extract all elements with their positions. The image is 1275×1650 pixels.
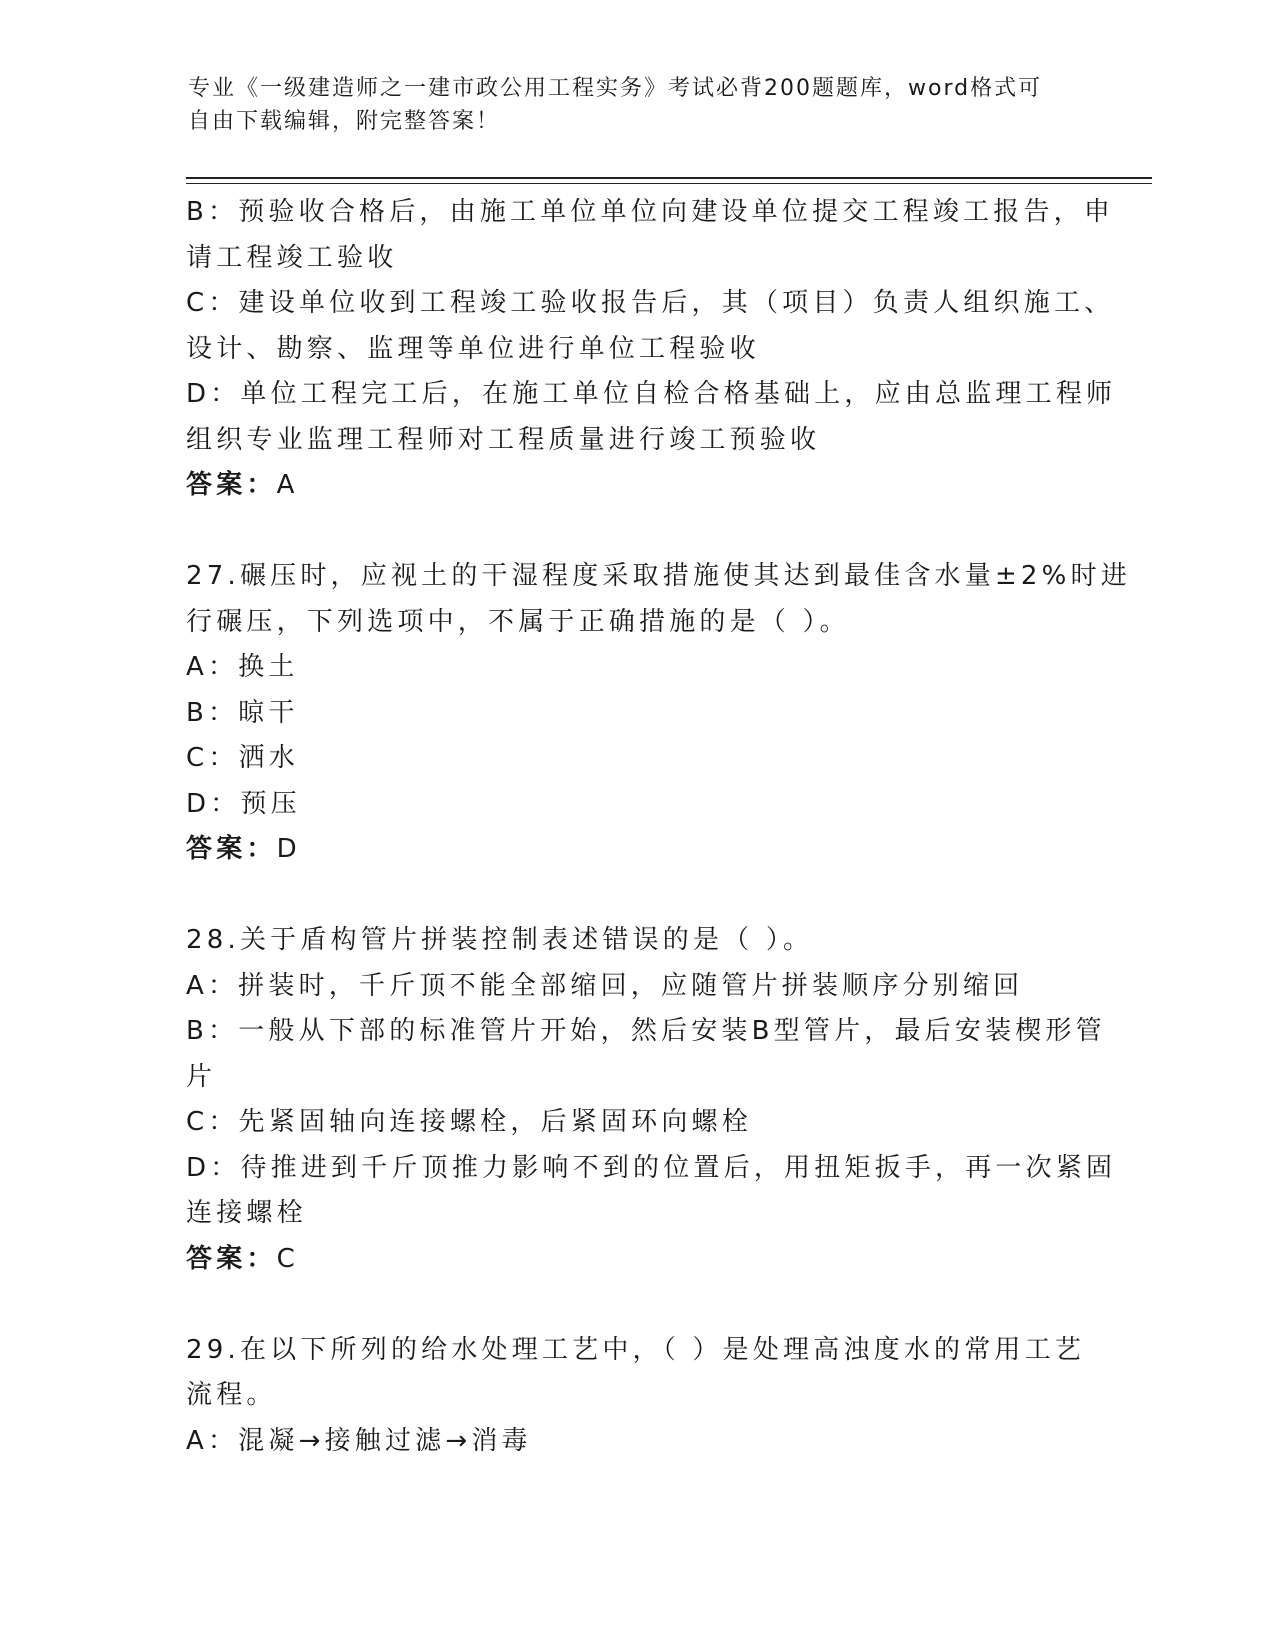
- option-b-line-2: 片: [186, 1061, 217, 1092]
- question-28: [186, 918, 1117, 1282]
- option-c-line-2: 设计、勘察、监理等单位进行单位工程验收: [186, 333, 760, 364]
- question-27: [186, 554, 1131, 873]
- spacer: [186, 509, 1086, 555]
- answer-label: 答案：: [186, 1243, 277, 1274]
- question-stem-line-2: 流程。: [186, 1380, 277, 1410]
- question-stem-line-1: 27.碾压时，应视土的干湿程度采取措施使其达到最佳含水量±2%时进: [186, 561, 1131, 591]
- question-content: [186, 190, 1131, 1464]
- option-b-line-1: B：一般从下部的标准管片开始，然后安装B型管片，最后安装楔形管: [186, 1016, 1106, 1046]
- option-b: B：晾干: [186, 697, 299, 728]
- answer-label: 答案：: [186, 834, 277, 864]
- question-29: [186, 1328, 1086, 1465]
- option-d-line-1: D：待推进到千斤顶推力影响不到的位置后，用扭矩扳手，再一次紧固: [186, 1152, 1117, 1183]
- answer: [186, 463, 1086, 509]
- header-rule-thick: [186, 177, 1152, 179]
- option-a: A：拼装时，千斤顶不能全部缩回，应随管片拼装顺序分别缩回: [186, 970, 1024, 1001]
- option-d: D：预压: [186, 788, 301, 819]
- option-d-line-2: 连接螺栓: [186, 1198, 307, 1228]
- question-26: [186, 190, 1117, 509]
- answer-value: A: [276, 470, 299, 500]
- option-b-line-2: 请工程竣工验收: [186, 242, 398, 273]
- answer-value: C: [276, 1243, 299, 1274]
- answer-value: D: [276, 834, 301, 864]
- question-stem-line-1: 29.在以下所列的给水处理工艺中，（ ）是处理高浊度水的常用工艺: [186, 1334, 1086, 1365]
- option-a: A：换土: [186, 652, 299, 682]
- option-d-line-1: D：单位工程完工后，在施工单位自检合格基础上，应由总监理工程师: [186, 379, 1117, 409]
- question-stem-line-2: 行碾压，下列选项中，不属于正确措施的是（ ）。: [186, 606, 850, 637]
- answer: [186, 1237, 1086, 1283]
- spacer: [186, 873, 1086, 919]
- header-rule-thin: [186, 183, 1152, 184]
- option-d-line-2: 组织专业监理工程师对工程质量进行竣工预验收: [186, 424, 821, 455]
- header-line-2: 自由下载编辑，附完整答案！: [188, 109, 501, 134]
- option-c: C：洒水: [186, 743, 299, 773]
- option-b-line-1: B：预验收合格后，由施工单位单位向建设单位提交工程竣工报告，申: [186, 197, 1115, 227]
- document-header: [188, 72, 1068, 138]
- option-c: C：先紧固轴向连接螺栓，后紧固环向螺栓: [186, 1107, 752, 1137]
- question-stem-line-1: 28.关于盾构管片拼装控制表述错误的是（ ）。: [186, 925, 814, 955]
- answer: [186, 827, 1086, 873]
- option-a: A：混凝→接触过滤→消毒: [186, 1425, 532, 1456]
- option-c-line-1: C：建设单位收到工程竣工验收报告后，其（项目）负责人组织施工、: [186, 288, 1115, 318]
- spacer: [186, 1282, 1086, 1328]
- answer-label: 答案：: [186, 470, 277, 500]
- header-line-1: 专业《一级建造师之一建市政公用工程实务》考试必背200题题库，word格式可: [188, 76, 1043, 101]
